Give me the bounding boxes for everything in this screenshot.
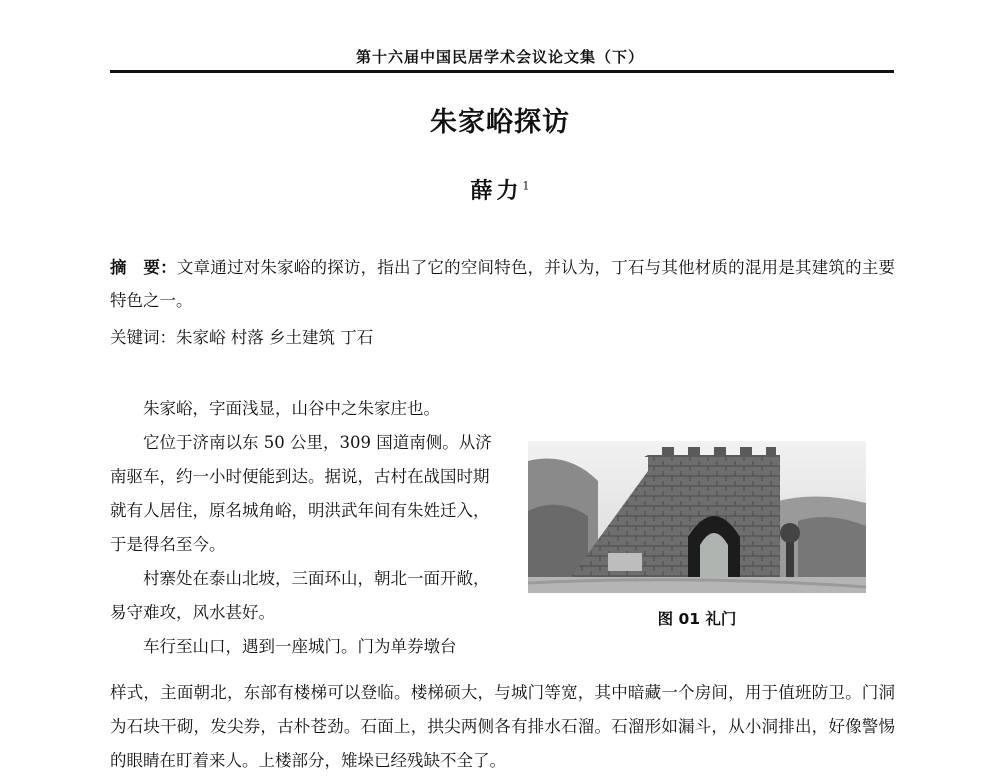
article-title: 朱家峪探访: [430, 107, 570, 138]
author-line: [0, 174, 1000, 205]
abstract: [110, 251, 895, 317]
figure-photo-gate: [528, 441, 866, 593]
keywords: [110, 321, 895, 354]
body-paragraph-1: 朱家峪，字面浅显，山谷中之朱家庄也。: [143, 399, 440, 418]
author-name: 薛力: [470, 178, 523, 204]
body-paragraph-4-start: 车行至山口，遇到一座城门。门为单券墩台: [143, 637, 457, 656]
keywords-label: 关键词：: [110, 328, 176, 347]
body-paragraph-2: 它位于济南以东 50 公里，309 国道南侧。从济南驱车，约一小时便能到达。据说，古村在战国时期就有人居住，原名城角峪，明洪武年间有朱姓迁入，于是得名至今。: [110, 433, 492, 554]
running-header: 第十六届中国民居学术会议论文集（下）: [355, 48, 644, 66]
body-column: [110, 392, 502, 664]
body-paragraph-4-rest: 样式，主面朝北，东部有楼梯可以登临。楼梯硕大，与城门等宽，其中暗藏一个房间，用于值班防卫。门洞为石块干砌，发尖券，古朴苍劲。石面上，拱尖两侧各有排水石溜。石溜形如漏斗，从小洞排出，好像警惕的眼睛在盯着来人。上楼部分，雉垛已经残缺不全了。: [110, 683, 895, 770]
abstract-label: 摘 要：: [110, 258, 177, 277]
body-full-width: [110, 676, 895, 778]
abstract-text: 文章通过对朱家峪的探访，指出了它的空间特色，并认为，丁石与其他材质的混用是其建筑的主要特色之一。: [110, 258, 896, 310]
keywords-text: 朱家峪 村落 乡土建筑 丁石: [176, 328, 374, 347]
body-paragraph-3: 村寨处在泰山北坡，三面环山，朝北一面开敞，易守难攻，风水甚好。: [110, 569, 490, 622]
author-footnote-mark: 1: [522, 179, 530, 193]
header-rule: [110, 70, 894, 73]
figure-caption: 图 01 礼门: [657, 610, 737, 628]
